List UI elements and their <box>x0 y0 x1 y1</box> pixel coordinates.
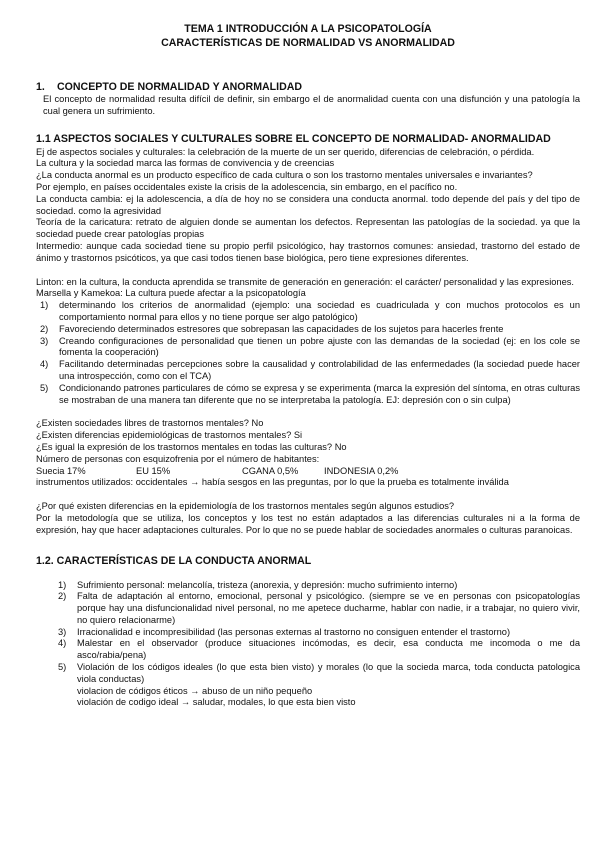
section-1-2-heading: 1.2. CARACTERÍSTICAS DE LA CONDUCTA ANORMAL <box>36 554 312 567</box>
document-title <box>36 22 580 50</box>
stat-cgana: CGANA 0,5% <box>242 465 299 476</box>
list-item: 4) Facilitando determinadas percepciones sobre la causalidad y controlabilidad de las enfermedades (la sociedad puede hacer una introspección, como con el TCA) <box>40 359 580 381</box>
ethic-violation-example: violacion de códigos éticos → abuso de un niño pequeño <box>77 685 313 696</box>
paragraph-4: Por ejemplo, en países occidentales existe la crisis de la adolescencia, sin embargo, en el pacífico no. <box>36 181 458 192</box>
section-1-1-heading: 1.1 ASPECTOS SOCIALES Y CULTURALES SOBRE EL CONCEPTO DE NORMALIDAD- ANORMALIDAD <box>36 132 551 145</box>
list-item: 2) Falta de adaptación al entorno, emocional, personal y psicológico. (siempre se ve en personas con psicopatologías porque hay una disfuncionalidad nivel personal, no me apetece ducharme, hablar con nadie, ir a trabajar, no quiero vivir, no quiero relacionarme) <box>58 591 580 625</box>
list-item: 4) Malestar en el observador (produce situaciones incómodas, es decir, esa conducta me incomoda o me da asco/rabia/pena) <box>58 638 580 661</box>
culture-effects-list <box>36 300 580 406</box>
stat-eu: EU 15% <box>136 465 171 476</box>
section-1-title: CONCEPTO DE NORMALIDAD Y ANORMALIDAD <box>57 81 303 93</box>
stat-indonesia: INDONESIA 0,2% <box>324 465 399 476</box>
list-item: 5) Violación de los códigos ideales (lo que esta bien visto) y morales (lo que la socieda marca, toda conducta patologica viola conductas) <box>58 662 580 684</box>
paragraph-6: Teoría de la caricatura: retrato de alguien donde se aumentan los defectos. Representan las patologías de la sociedad. ya que la sociedad puede crear patologías propias <box>36 217 580 240</box>
abnormal-behavior-list <box>36 580 580 686</box>
marsella-paragraph: Marsella y Kamekoa: La cultura puede afectar a la psicopatología <box>36 288 306 299</box>
stat-suecia: Suecia 17% <box>36 465 86 476</box>
question-3: ¿Es igual la expresión de los trastornos mentales en todas las culturas? No <box>36 441 347 452</box>
question-1: ¿Existen sociedades libres de trastornos mentales? No <box>36 418 264 429</box>
paragraph-1: Ej de aspectos sociales y culturales: la celebración de la muerte de un ser querido, diferencias de celebración, o pérdida. <box>36 146 535 157</box>
section-1-body: El concepto de normalidad resulta difícil de definir, sin embargo el de anormalidad cuenta con una disfunción y una patología la cual genera un sufrimiento. <box>43 94 580 116</box>
schizophrenia-stats <box>36 466 580 478</box>
ideal-violation-example: violación de codigo ideal → saludar, modales, lo que esta bien visto <box>77 697 356 708</box>
paragraph-2: La cultura y la sociedad marca las formas de convivencia y de creencias <box>36 158 335 169</box>
question-4: Número de personas con esquizofrenia por el número de habitantes: <box>36 453 320 464</box>
instruments-paragraph: instrumentos utilizados: occidentales → había sesgos en las preguntas, por lo que la prueba es totalmente inválida <box>36 477 509 488</box>
paragraph-5: La conducta cambia: ej la adolescencia, a día de hoy no se considera una conducta anormal. todo depende del país y del tipo de sociedad. como la agresividad <box>36 193 580 216</box>
title-line-2: CARACTERÍSTICAS DE NORMALIDAD VS ANORMALIDAD <box>161 37 455 49</box>
list-item: 1) determinando los criterios de anormalidad (ejemplo: una sociedad es cuadriculada y con muchos protocolos es un comportamiento normal para ellos y no tiene porque ser algo patológico) <box>40 300 580 322</box>
paragraph-3: ¿La conducta anormal es un producto específico de cada cultura o son los trastorno mentales universales e invariantes? <box>36 170 533 181</box>
section-1-number: 1. <box>36 81 45 93</box>
why-question: ¿Por qué existen diferencias en la epidemiología de los trastornos mentales según algunos estudios? <box>36 501 455 512</box>
linton-paragraph: Linton: en la cultura, la conducta aprendida se transmite de generación en generación: el carácter/ personalidad y las expresiones. <box>36 276 575 287</box>
section-1-heading <box>36 80 580 94</box>
list-item: 3) Creando configuraciones de personalidad que tienen un pobre ajuste con las demandas de la sociedad (ej: en los cole se fomenta la cooperación) <box>40 335 580 358</box>
list-item: 3) Irracionalidad e incompresibilidad (las personas externas al trastorno no consiguen entender el trastorno) <box>58 626 511 637</box>
question-2: ¿Existen diferencias epidemiológicas de trastornos mentales? Si <box>36 430 303 441</box>
paragraph-7: Intermedio: aunque cada sociedad tiene su propio perfil psicológico, hay trastornos comunes: ansiedad, trastorno del estado de ánimo y trastornos psicóticos, ya que casi todos tienen base biológica, pero tiene expresiones diferentes. <box>36 240 580 263</box>
list-item: 1) Sufrimiento personal: melancolía, tristeza (anorexia, y depresión: mucho sufrimiento interno) <box>58 579 458 590</box>
why-answer: Por la metodología que se utiliza, los conceptos y los test no están adaptados a las diferencias culturales ni a la forma de expresión, hay que hacer adaptaciones culturales. Por lo que no se puede hablar de sociedades anormales o culturas paranoicas. <box>36 512 580 535</box>
title-line-1: TEMA 1 INTRODUCCIÓN A LA PSICOPATOLOGÍA <box>184 23 432 35</box>
list-item: 2) Favoreciendo determinados estresores que sobrepasan las capacidades de los sujetos para hacerles frente <box>40 323 504 334</box>
violation-examples <box>36 686 580 710</box>
list-item: 5) Condicionando patrones particulares de cómo se expresa y se experimenta (marca la expresión del síntoma, en otras culturas se mostraban de una manera tan diferente que no se interpretaba la patología. EJ: depresión con o sin culpa) <box>40 382 580 405</box>
